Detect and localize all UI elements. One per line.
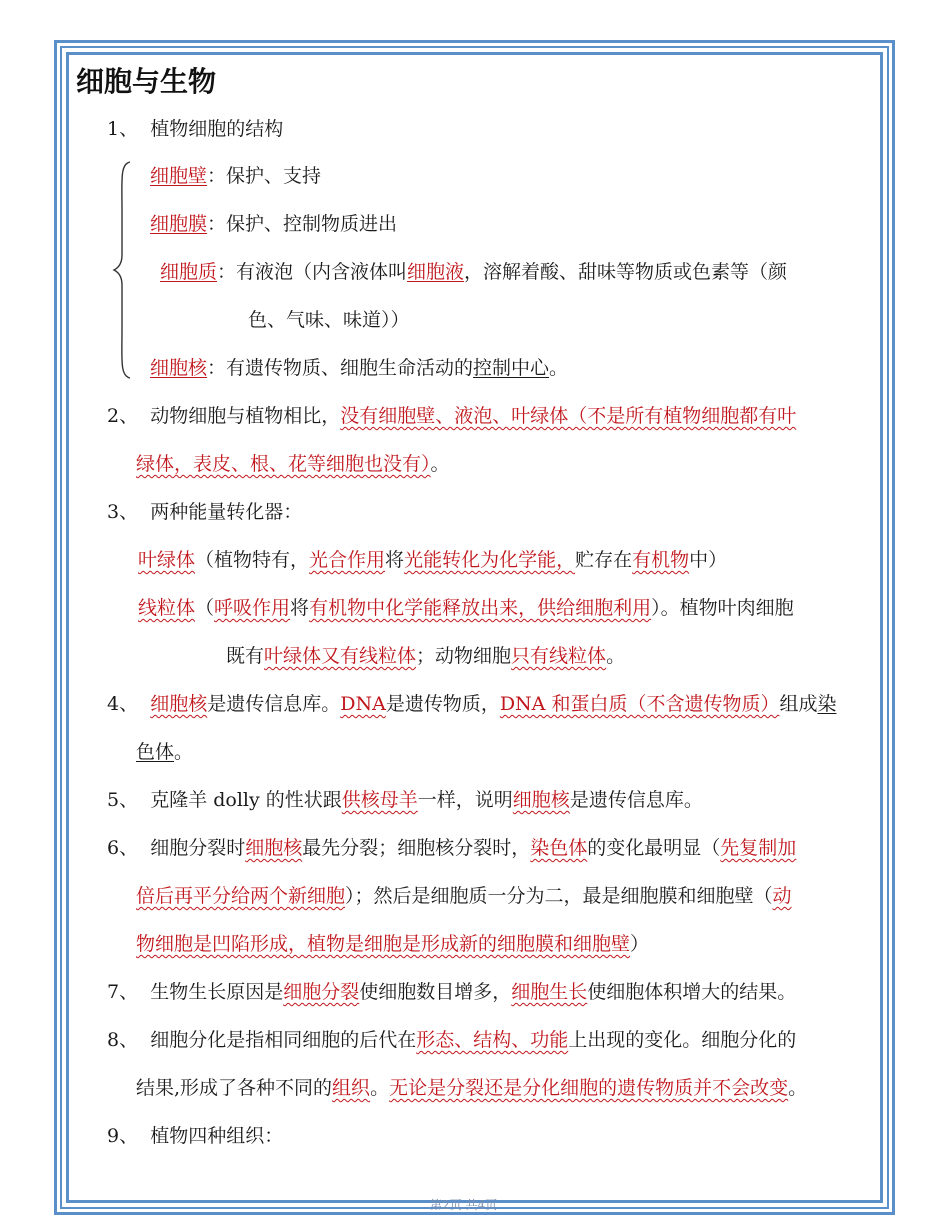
cytoplasm-continued: 色、气味、味道）） [248,309,410,331]
item-7: 7、 生物生长原因是细胞分裂使细胞数目增多，细胞生长使细胞体积增大的结果。 [107,981,797,1003]
item-8: 8、 细胞分化是指相同细胞的后代在形态、结构、功能上出现的变化。细胞分化的 [107,1029,797,1051]
item-6-line-2: 倍后再平分给两个新细胞）；然后是细胞质一分为二，最是细胞膜和细胞壁（动 [136,885,792,907]
chloroplast-line: 叶绿体（植物特有，光合作用将光能转化为化学能，贮存在有机物中） [138,549,728,571]
curly-brace-icon [112,160,132,380]
page-number: 第2页 共4页 [430,1198,498,1212]
item-6-line-3: 物细胞是凹陷形成，植物是细胞是形成新的细胞膜和细胞壁） [136,933,650,955]
item-6: 6、 细胞分裂时细胞核最先分裂；细胞核分裂时，染色体的变化最明显（先复制加 [107,837,797,859]
cell-membrane-line: 细胞膜：保护、控制物质进出 [150,213,398,235]
cytoplasm-line: 细胞质：有液泡（内含液体叫细胞液，溶解着酸、甜味等物质或色素等（颜 [160,261,788,283]
item-1: 1、 植物细胞的结构 [107,118,284,140]
item-4-continued: 色体。 [136,741,194,763]
item-2: 2、 动物细胞与植物相比，没有细胞壁、液泡、叶绿体（不是所有植物细胞都有叶 [107,405,797,427]
item-8-continued: 结果,形成了各种不同的组织。无论是分裂还是分化细胞的遗传物质并不会改变。 [136,1077,808,1099]
cell-wall-line: 细胞壁：保护、支持 [150,165,322,187]
item-9: 9、 植物四种组织： [107,1125,284,1147]
item-4: 4、 细胞核是遗传信息库。DNA是遗传物质，DNA 和蛋白质（不含遗传物质）组成染 [107,693,837,715]
item-2-continued: 绿体，表皮、根、花等细胞也没有）。 [136,453,450,475]
nucleus-line: 细胞核：有遗传物质、细胞生命活动的控制中心。 [150,357,569,379]
mitochondria-line: 线粒体（呼吸作用将有机物中化学能释放出来，供给细胞利用）。植物叶肉细胞 [138,597,794,619]
page-title: 细胞与生物 [76,65,217,98]
item-3: 3、 两种能量转化器： [107,501,303,523]
item-5: 5、 克隆羊 dolly 的性状跟供核母羊一样，说明细胞核是遗传信息库。 [107,789,703,811]
mitochondria-continued: 既有叶绿体又有线粒体；动物细胞只有线粒体。 [226,645,626,667]
